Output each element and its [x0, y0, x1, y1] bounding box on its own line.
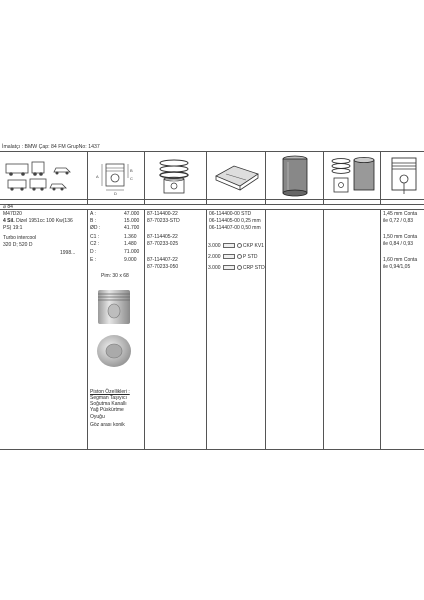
feature-item: Soğutma Kanallı [90, 401, 127, 407]
dimension-label: B : [90, 218, 97, 224]
engine-desc-line2: PS) 19:1 [3, 225, 23, 231]
cylinder-liner-icon [280, 154, 310, 198]
divider [144, 209, 145, 449]
engine-year: 1998... [60, 250, 76, 256]
engine-desc-line4: 320 D; 520 D [3, 242, 33, 248]
ring-spec-row [208, 265, 265, 271]
ring-profile-icon [223, 243, 235, 248]
piston-assembly-icon [386, 154, 422, 198]
gasket-line: ile 0,84 / 0,93 [383, 241, 414, 247]
dimension-value: 47.000 [124, 211, 140, 217]
feature-item: Oyuğu [90, 414, 105, 420]
engine-code: M47D20 [3, 211, 22, 217]
ring-part-number: 06-114407-00 0,50 mm [209, 225, 261, 231]
ring-type: P [242, 254, 247, 260]
diameter-icon: ⌀ [3, 204, 7, 210]
dimension-label: D : [90, 249, 97, 255]
dimension-value: 1.360 [124, 234, 137, 240]
svg-text:C: C [130, 176, 133, 181]
dimension-value: 15.000 [124, 218, 140, 224]
ring-part-number: 06-114405-00 0,25 mm [209, 218, 261, 224]
svg-text:A: A [96, 174, 99, 179]
ring-profile-icon [223, 254, 235, 259]
divider [87, 209, 88, 449]
divider [323, 209, 324, 449]
divider [87, 151, 88, 204]
ring-profile-icon [223, 265, 235, 270]
ring-part-number: 06-114400-00 STD [209, 211, 252, 217]
divider [144, 151, 145, 204]
dimension-label: C1 : [90, 234, 100, 240]
piston-top-photo [94, 331, 134, 371]
dimension-label: ØD : [90, 225, 101, 231]
ring-spec-row [208, 243, 264, 249]
diameter-value: 84 [7, 204, 13, 210]
part-number: 87-70233-STD [147, 218, 180, 224]
ring-section-icon [237, 243, 242, 248]
engine-desc-line1 [3, 218, 73, 224]
ring-width: 3.000 [208, 265, 221, 271]
divider [0, 199, 424, 200]
svg-text:D: D [114, 191, 117, 196]
vehicles-icon [4, 158, 82, 194]
catalog-header: İmalatçı : BMW Çap: 84 FM GrupNo: 1437 [2, 144, 100, 150]
gasket-line: ile 0,94/1,05 [383, 264, 411, 270]
dimension-label: C2 : [90, 241, 100, 247]
divider [265, 209, 266, 449]
ring-section-icon [237, 265, 242, 270]
dimension-label: E : [90, 257, 97, 263]
divider [0, 449, 424, 450]
part-number: 87-70233-025 [147, 241, 179, 247]
divider [265, 151, 266, 204]
dimension-value: 1.480 [124, 241, 137, 247]
gasket-line: ile 0,72 / 0,83 [383, 218, 414, 224]
divider [206, 151, 207, 204]
ring-code: STD [254, 265, 265, 271]
gasket-line: 1,60 mm Conta [383, 257, 418, 263]
divider [206, 209, 207, 449]
ring-type: CKP [242, 243, 254, 249]
gasket-line: 1,45 mm Conta [383, 211, 418, 217]
divider [0, 209, 424, 210]
ring-code: STD [247, 254, 258, 260]
dimension-value: 41.700 [124, 225, 140, 231]
divider [323, 151, 324, 204]
part-number: 87-114405-22 [147, 234, 178, 240]
ring-width: 2.000 [208, 254, 221, 260]
feature-item: Segman Taşıyıcı [90, 395, 127, 401]
piston-pin-icon [212, 162, 262, 192]
part-number: 87-114400-22 [147, 211, 178, 217]
feature-item: Göz arası konik [90, 422, 125, 428]
cylinder-count: 4 Sil. [3, 218, 15, 224]
piston-side-photo [94, 287, 134, 327]
feature-item: Yağ Püskürtme [90, 407, 124, 413]
catalog-sheet [0, 144, 424, 450]
engine-desc-line3: Turbo intercool [3, 235, 37, 241]
dimension-label: A : [90, 211, 96, 217]
dimension-value: 9.000 [124, 257, 137, 263]
divider [380, 151, 381, 204]
ring-width: 3.000 [208, 243, 221, 249]
ring-spec-row [208, 254, 258, 260]
piston-kit-icon [328, 154, 378, 198]
divider [380, 209, 381, 449]
piston-ring-set-icon [152, 156, 200, 196]
divider [0, 204, 424, 205]
divider [0, 151, 424, 152]
features-title: Piston Özellikleri : [90, 389, 130, 395]
diameter-row [3, 204, 13, 210]
part-number: 87-114407-22 [147, 257, 178, 263]
engine-desc-text: Dizel 1951cc 100 Kw(136 [16, 218, 73, 224]
part-number: 87-70233-050 [147, 264, 179, 270]
pin-size: Pim: 30 x 68 [101, 273, 129, 279]
ring-type: CRP [242, 265, 254, 271]
ring-section-icon [237, 254, 242, 259]
piston-diagram-icon [92, 156, 140, 196]
gasket-line: 1,50 mm Conta [383, 234, 418, 240]
svg-text:B: B [130, 168, 133, 173]
ring-code: KV1 [254, 243, 264, 249]
dimension-value: 71.000 [124, 249, 140, 255]
